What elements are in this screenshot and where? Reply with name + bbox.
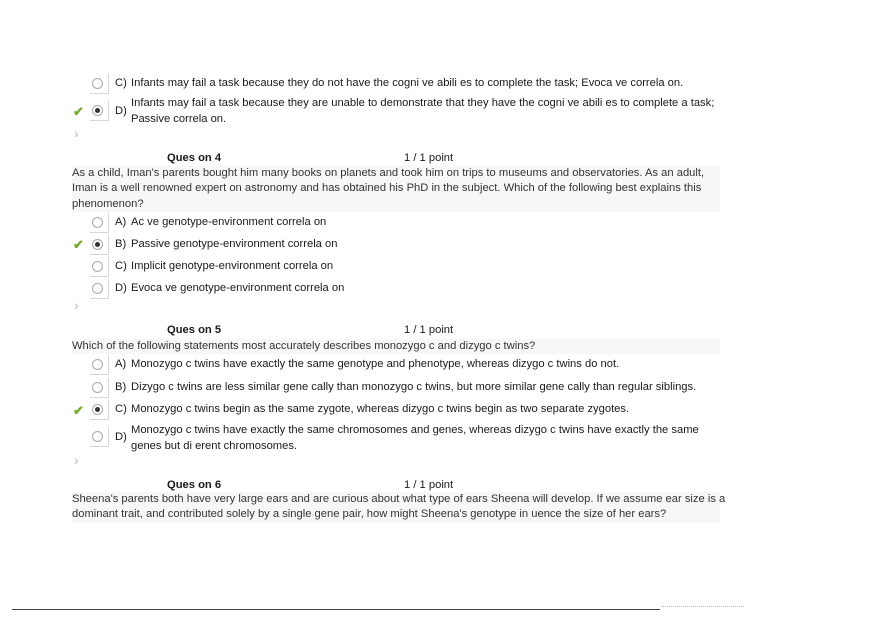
option-text: [131, 96, 714, 127]
option-text-line: Passive correla on.: [131, 112, 227, 125]
question-points: 1 / 1 point: [404, 152, 454, 164]
radio-icon[interactable]: [92, 217, 103, 228]
radio-icon[interactable]: [92, 431, 103, 442]
option-text-line: genes but di erent chromosomes.: [131, 439, 298, 452]
chevron-right-icon[interactable]: ›: [74, 125, 79, 141]
option-letter: C): [115, 77, 127, 89]
chevron-right-icon[interactable]: ›: [74, 452, 79, 468]
option-text-line: Monozygo c twins have exactly the same chromosomes and genes, whereas dizygo c twins have exactly the same: [131, 424, 699, 436]
footer-mark: [662, 606, 744, 611]
radio-icon[interactable]: [92, 359, 103, 370]
radio-icon[interactable]: [92, 283, 103, 294]
option-letter: D): [115, 431, 127, 443]
option-text: [131, 423, 699, 454]
option-letter: A): [115, 358, 127, 370]
option-letter: C): [115, 260, 127, 272]
check-icon: ✔: [73, 403, 84, 418]
option-text-line: Infants may fail a task because they are unable to demonstrate that they have the cogni ve abili es to complete a task;: [131, 97, 715, 109]
option-letter: B): [115, 381, 127, 393]
stem-line: Iman is a well renowned expert on astronomy and has obtained his PhD in the subject. Which of the following best explains this: [72, 182, 702, 195]
question-stem: [72, 492, 726, 523]
option-letter: B): [115, 238, 127, 250]
option-text: Implicit genotype-environment correla on: [131, 260, 334, 272]
option-text: Ac ve genotype-environment correla on: [131, 216, 327, 228]
question-stem: [72, 166, 720, 212]
chevron-right-icon[interactable]: ›: [74, 297, 79, 313]
check-icon: ✔: [73, 237, 84, 252]
option-letter: C): [115, 403, 127, 415]
question-points: 1 / 1 point: [404, 324, 454, 336]
option-text: Evoca ve genotype-environment correla on: [131, 282, 345, 294]
option-text: Monozygo c twins begin as the same zygote, whereas dizygo c twins begin as two separate zygotes.: [131, 403, 630, 415]
stem-line: As a child, Iman's parents bought him many books on planets and took him on trips to museums and observatories. As an adult,: [72, 167, 705, 179]
check-icon: ✔: [73, 104, 84, 119]
radio-icon[interactable]: [92, 105, 103, 116]
question-points: 1 / 1 point: [404, 479, 454, 491]
stem-line: phenomenon?: [72, 197, 144, 210]
question-title: Ques on 5: [167, 324, 222, 336]
stem-line: dominant trait, and contributed solely by a single gene pair, how might Sheena's genotype in uence the size of her ears?: [72, 508, 667, 521]
question-stem: [72, 339, 720, 354]
radio-icon[interactable]: [92, 78, 103, 89]
option-letter: A): [115, 216, 127, 228]
option-text: Passive genotype-environment correla on: [131, 238, 338, 250]
footer-rule: [12, 609, 660, 610]
option-text: Infants may fail a task because they do not have the cogni ve abili es to complete the task; Evoca ve correla on.: [131, 77, 684, 89]
question-title: Ques on 4: [167, 152, 222, 164]
option-text: Dizygo c twins are less similar gene cally than monozygo c twins, but more similar gene cally than regular siblings.: [131, 381, 697, 393]
option-text: Monozygo c twins have exactly the same genotype and phenotype, whereas dizygo c twins do not.: [131, 358, 620, 370]
radio-icon[interactable]: [92, 239, 103, 250]
stem-line: Which of the following statements most accurately describes monozygo c and dizygo c twins?: [72, 340, 536, 352]
option-letter: D): [115, 105, 127, 117]
radio-icon[interactable]: [92, 261, 103, 272]
question-title: Ques on 6: [167, 479, 222, 491]
stem-line: Sheena's parents both have very large ears and are curious about what type of ears Sheena will develop. If we assume ear size is a: [72, 493, 726, 505]
radio-icon[interactable]: [92, 382, 103, 393]
option-letter: D): [115, 282, 127, 294]
radio-icon[interactable]: [92, 404, 103, 415]
